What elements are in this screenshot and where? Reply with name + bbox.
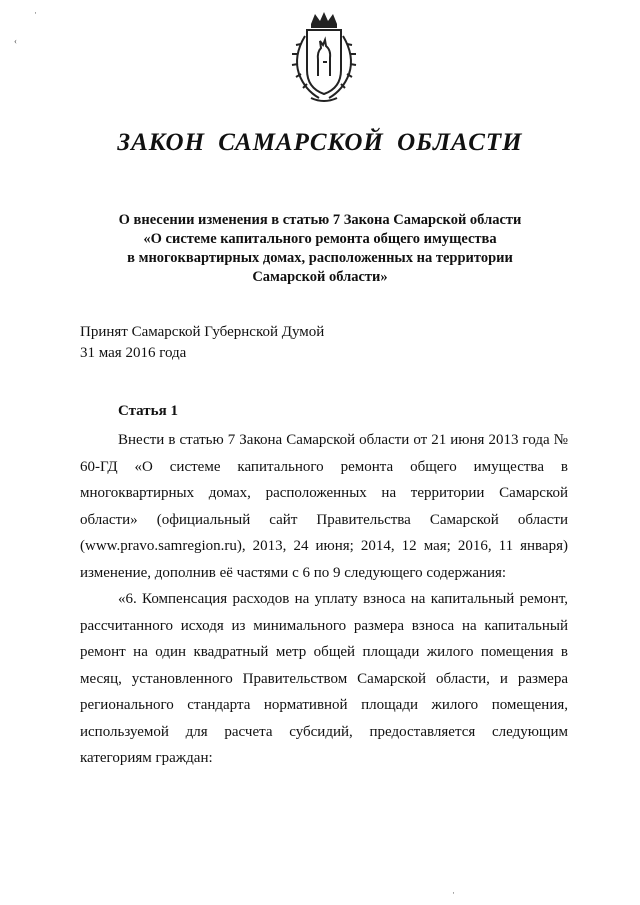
law-subject-line: в многоквартирных домах, расположенных на территории [127,250,513,266]
scan-speck: · [34,8,37,18]
law-subject-line: Самарской области» [252,269,388,285]
adopting-body: Принят Самарской Губернской Думой [80,324,325,340]
samara-coat-of-arms-icon [285,10,363,106]
article-paragraph: Внести в статью 7 Закона Самарской области от 21 июня 2013 года № 60-ГД «О системе капитального ремонта общего имущества в многоквартирных домах, расположенных на территории Самарской области» (официальный сайт Правительства Самарской области (www.pravo.samregion.ru), 2013, 24 июня; 2014, 12 мая; 2016, 11 января) изменение, дополнив её частями с 6 по 9 следующего содержания: [80,432,568,581]
article-heading: Статья 1 [118,403,178,419]
article-body [80,427,568,772]
scan-speck: · [452,888,455,898]
law-subject [0,211,640,287]
article-paragraph: «6. Компенсация расходов на уплату взноса на капитальный ремонт, рассчитанного исходя из минимального размера взноса на капитальный ремонт на один квадратный метр общей площади жилого помещения в месяц, установленного Правительством Самарской области, и размера регионального стандарта нормативной площади жилого помещения, используемой для расчета субсидий, предоставляется следующим категориям граждан: [80,591,568,766]
scan-speck: ‹ [14,36,17,46]
adoption-date: 31 мая 2016 года [80,345,187,361]
adoption-note [80,322,324,364]
law-title: ЗАКОН САМАРСКОЙ ОБЛАСТИ [117,129,523,156]
law-subject-line: «О системе капитального ремонта общего имущества [143,231,497,247]
law-subject-line: О внесении изменения в статью 7 Закона Самарской области [118,212,522,228]
